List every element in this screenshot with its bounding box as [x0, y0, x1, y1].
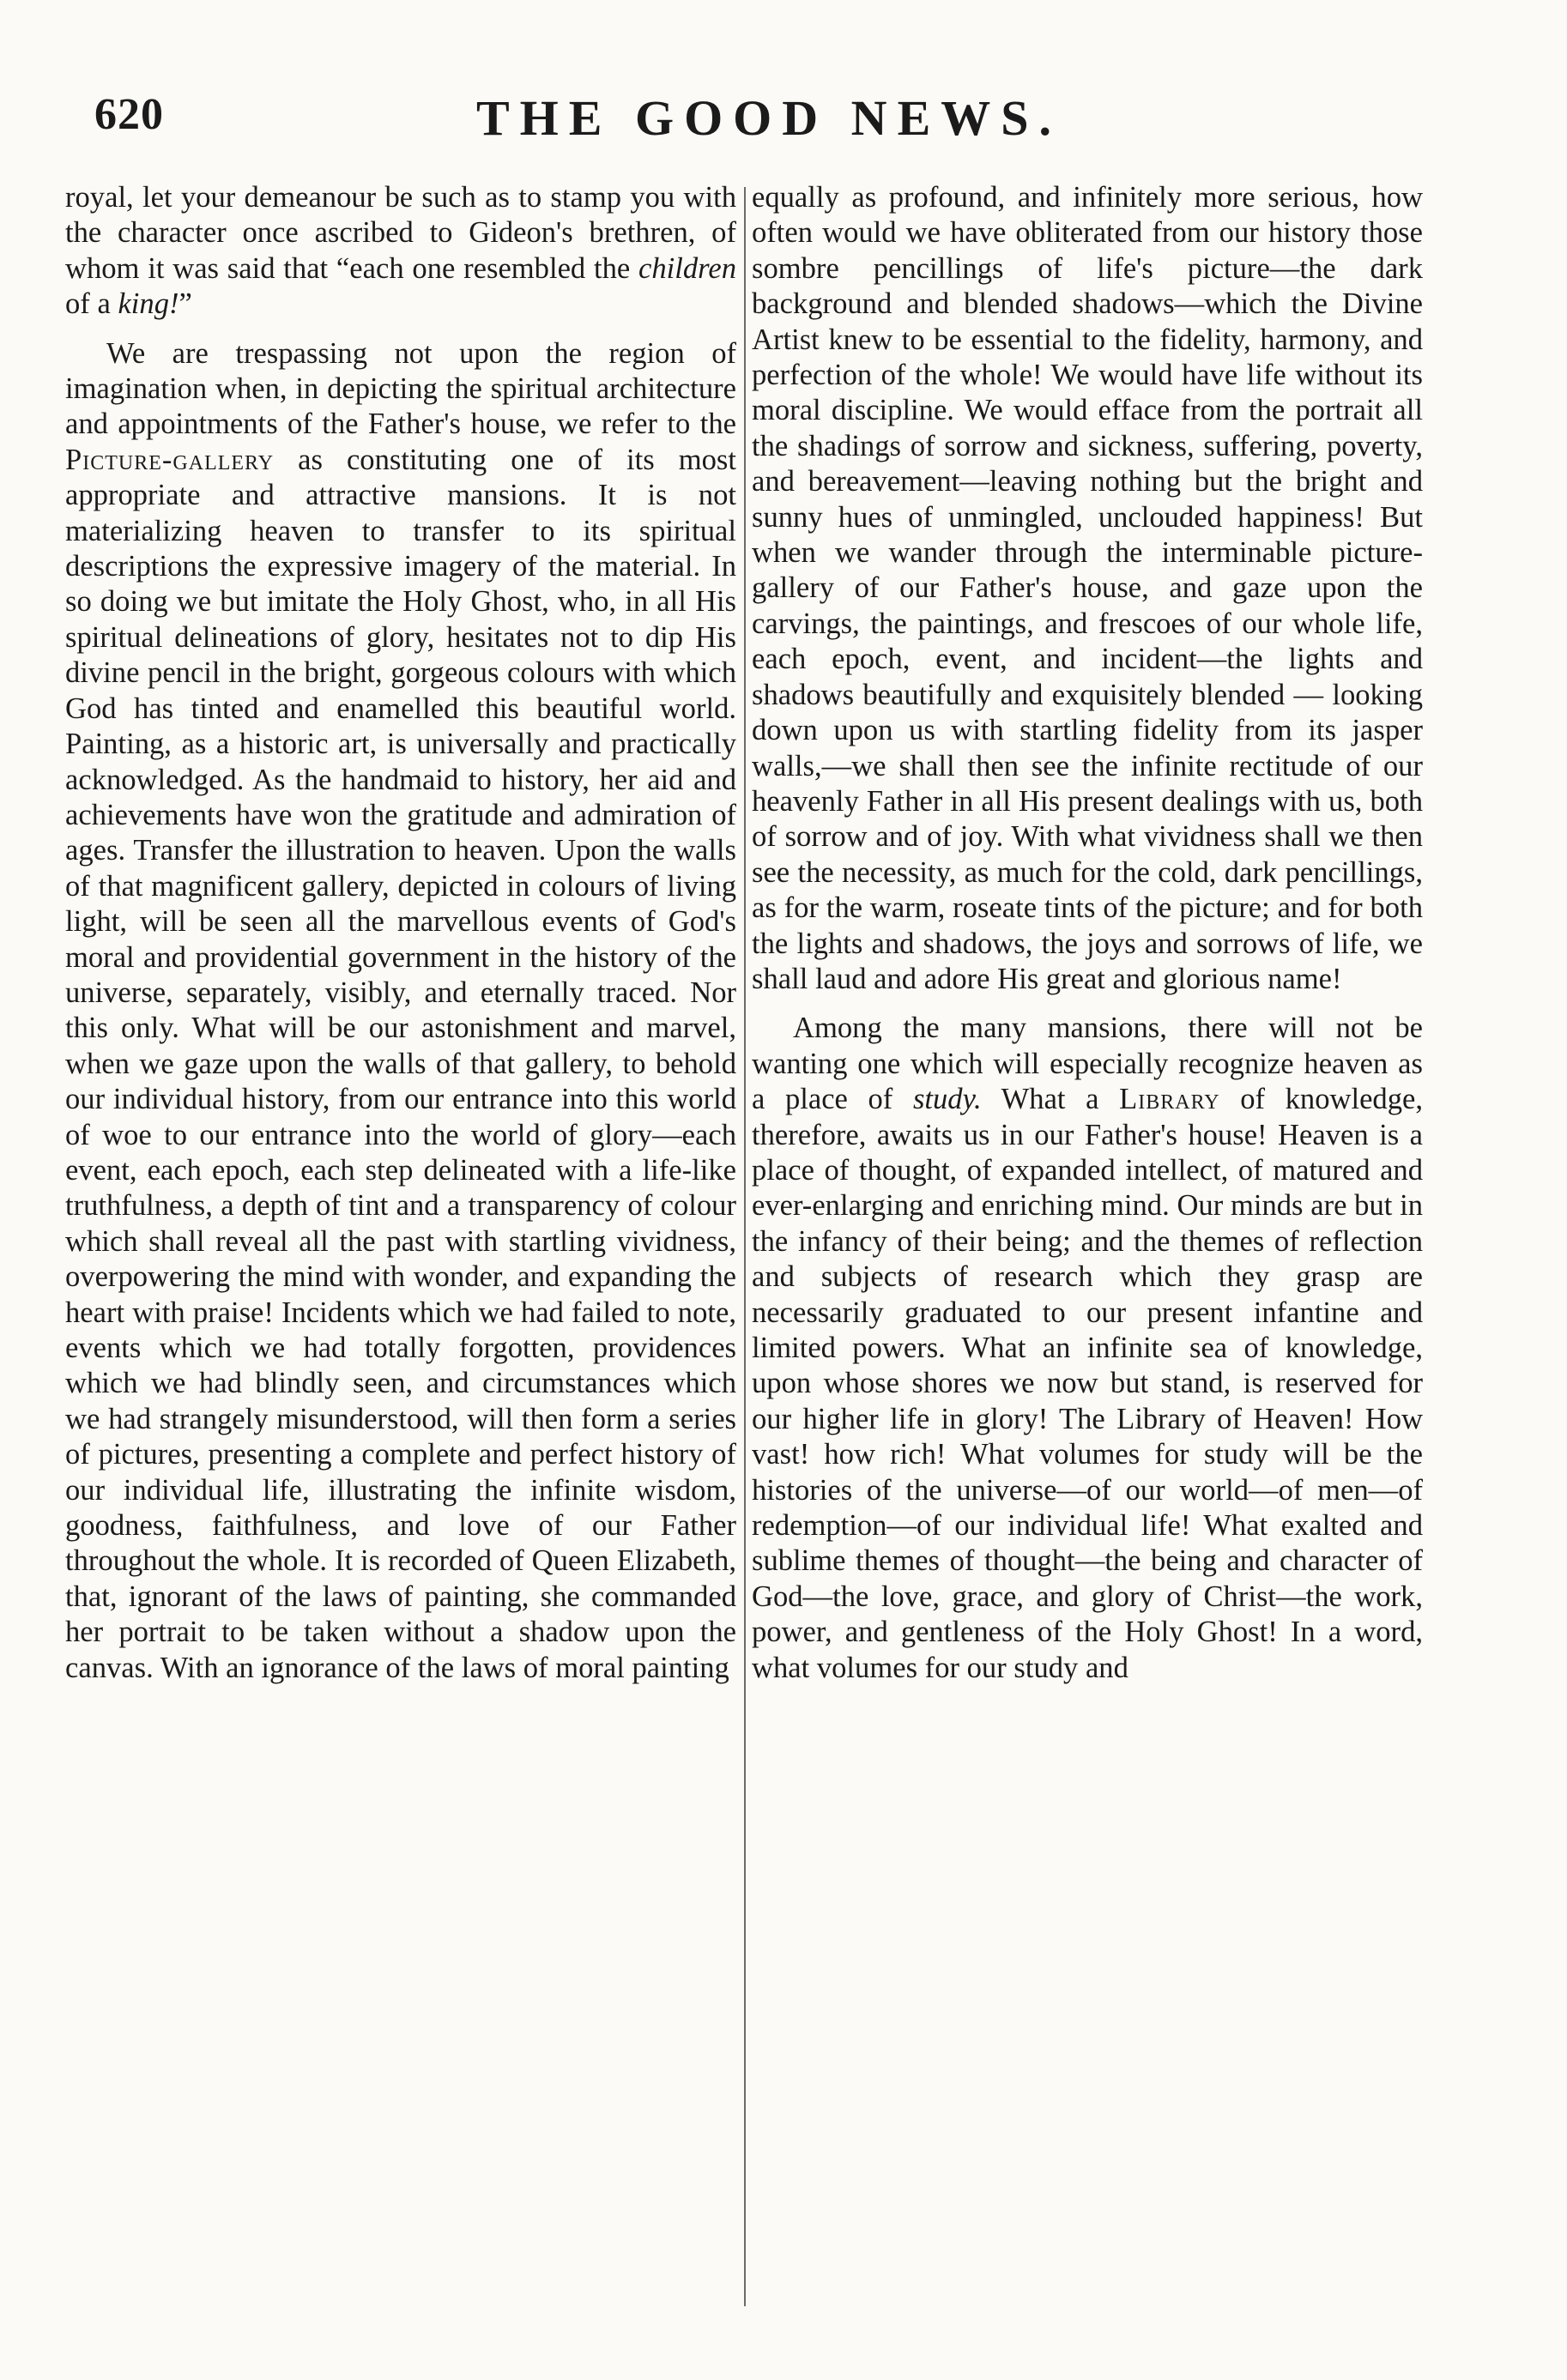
text-run: Among the many mansions, there will not be wanting one which will especially recognize heaven as a place of	[752, 1012, 1423, 1116]
text-run: of a	[65, 287, 118, 321]
text-run: We are trespassing not upon the region of imagination when, in depicting the spiritual architecture and appointments of the Father's house, we refer to the	[65, 336, 736, 441]
page-number: 620	[94, 90, 164, 139]
small-caps-run: Picture-gallery	[65, 443, 275, 476]
paragraph-picture-gallery	[65, 336, 736, 1686]
running-title: THE GOOD NEWS.	[475, 90, 1062, 146]
column-divider	[744, 187, 746, 2306]
text-run: ”	[178, 287, 192, 321]
text-run: of knowledge, therefore, awaits us in our Father's house! Heaven is a place of thought, of expanded intellect, of matured and ever-enlarging and enriching mind. Our minds are but in the infancy of their being; and the themes of reflection and subjects of research which they grasp are necessarily graduated to our present infantine and limited powers. What an infinite sea of knowledge, upon whose shores we now but stand, is reserved for our higher life in glory! The Library of Heaven! How vast! how rich! What volumes for study will be the histories of the universe—of our world—of men—of redemption—of our individual life! What exalted and sublime themes of thought—the being and character of God—the love, grace, and glory of Christ—the work, power, and gentleness of the Holy Ghost! In a word, what volumes for our study and	[752, 1083, 1423, 1684]
italic-run: study.	[912, 1083, 982, 1116]
text-run: What a	[981, 1083, 1120, 1116]
paragraph-continued: equally as profound, and infinitely more serious, how often would we have obliterated from our history those sombre pencillings of life's picture—the dark background and blended shadows—which the Divine Artist knew to be essential to the fidelity, harmony, and perfection of the whole! We would have life without its moral discipline. We would efface from the portrait all the shadings of sorrow and sickness, suffering, poverty, and bereavement—leaving nothing but the bright and sunny hues of unmingled, unclouded happiness! But when we wander through the interminable picture-gallery of our Father's house, and gaze upon the carvings, the paintings, and frescoes of our whole life, each epoch, event, and incident—the lights and shadows beautifully and exquisitely blended — looking down upon us with startling fidelity from its jasper walls,—we shall then see the infinite rectitude of our heavenly Father in all His present dealings with us, both of sorrow and of joy. With what vividness shall we then see the necessity, as much for the cold, dark pencillings, as for the warm, roseate tints of the picture; and for both the lights and shadows, the joys and sorrows of life, we shall laud and adore His great and glorious name!	[752, 181, 1423, 995]
page-header	[74, 89, 1464, 149]
text-run: as constituting one of its most appropriate and attractive mansions. It is not materializing heaven to transfer to its spiritual descriptions the expressive imagery of the material. In so doing we but imitate the Holy Ghost, who, in all His spiritual delineations of glory, hesitates not to dip His divine pencil in the bright, gorgeous colours with which God has tinted and enamelled this beautiful world. Painting, as a historic art, is universally and practically acknowledged. As the handmaid to history, her aid and achievements have won the gratitude and admiration of ages. Transfer the illustration to heaven. Upon the walls of that magnificent gallery, depicted in colours of living light, will be seen all the marvellous events of God's moral and providential government in the history of the universe, separately, visibly, and eternally traced. Nor this only. What will be our astonishment and marvel, when we gaze upon the walls of that gallery, to behold our individual history, from our entrance into this world of woe to our entrance into the world of glory—each event, each epoch, each step delineated with a life-like truthfulness, a depth of tint and a transparency of colour which shall reveal all the past with startling vividness, overpowering the mind with wonder, and expanding the heart with praise! Incidents which we had failed to note, events which we had totally forgotten, providences which we had blindly seen, and circumstances which we had strangely misunderstood, will then form a series of pictures, presenting a complete and perfect history of our individual life, illustrating the infinite wisdom, goodness, faithfulness, and love of our Father throughout the whole. It is recorded of Queen Elizabeth, that, ignorant of the laws of painting, she commanded her portrait to be taken without a shadow upon the canvas. With an ignorance of the laws of moral painting	[65, 443, 736, 1684]
left-column	[65, 180, 736, 2325]
text-columns	[65, 180, 1473, 2325]
paragraph-royal-demeanour	[65, 180, 736, 323]
italic-run: children	[638, 251, 736, 285]
paragraph-library	[752, 1011, 1423, 1686]
right-column	[752, 180, 1423, 2325]
italic-run: king!	[118, 287, 179, 321]
text-run: royal, let your demeanour be such as to stamp you with the character once ascribed to Gideon's brethren, of whom it was said that “each one resembled the	[65, 181, 736, 285]
small-caps-run: Library	[1119, 1083, 1220, 1116]
